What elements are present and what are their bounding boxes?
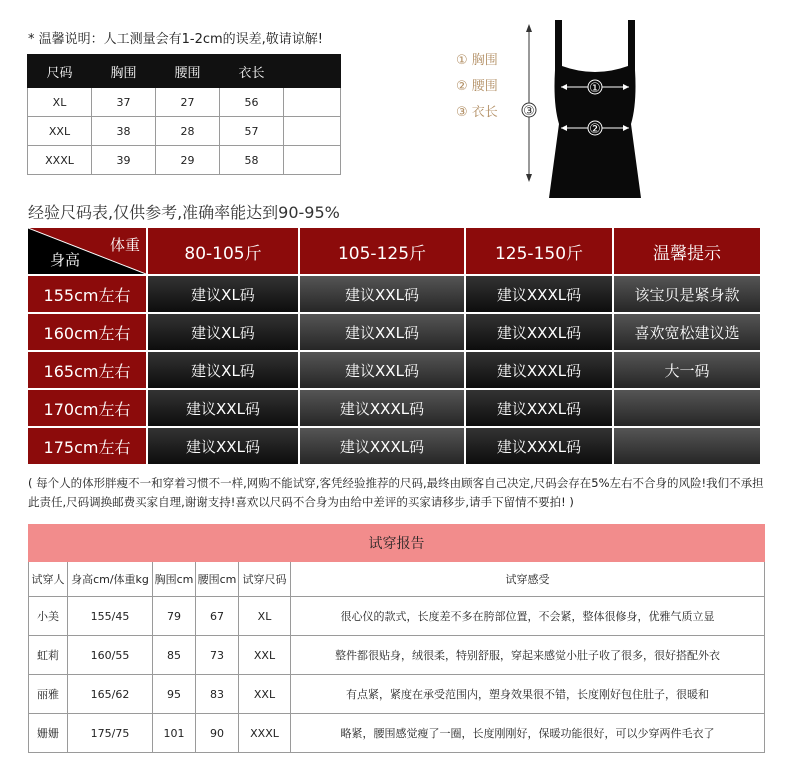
- size-cell: 29: [156, 146, 220, 175]
- height-row-header: 170cm左右: [28, 390, 148, 428]
- size-cell: [284, 117, 341, 146]
- size-table-row: [28, 88, 341, 117]
- size-suggestion: 建议XXXL码: [466, 390, 614, 428]
- report-feedback: 很心仪的款式，长度差不多在胯部位置，不会紧，整体很修身，优雅气质立显: [291, 597, 765, 636]
- weight-column-header: 80-105斤: [148, 228, 300, 276]
- size-header-cell: 胸围: [92, 55, 156, 88]
- size-header-cell: 腰围: [156, 55, 220, 88]
- corner-weight-label: 体重: [109, 236, 140, 254]
- report-header-row: [29, 562, 765, 597]
- report-cell: 虹莉: [29, 636, 68, 675]
- measurement-legend: [456, 48, 498, 126]
- size-cell: 58: [220, 146, 284, 175]
- report-header-cell: 腰围cm: [196, 562, 239, 597]
- report-cell: 79: [153, 597, 196, 636]
- size-table-row: [28, 117, 341, 146]
- legend-length: ③ 衣长: [456, 105, 498, 120]
- size-table: [27, 54, 341, 175]
- experience-row: [28, 352, 760, 390]
- size-suggestion: 建议XXL码: [300, 314, 466, 352]
- report-feedback: 整件都很贴身，绒很柔，特别舒服，穿起来感觉小肚子收了很多，很好搭配外衣: [291, 636, 765, 675]
- experience-row: [28, 276, 760, 314]
- weight-column-header: 125-150斤: [466, 228, 614, 276]
- size-table-row: [28, 146, 341, 175]
- report-cell: 73: [196, 636, 239, 675]
- tip-cell: 喜欢宽松建议选: [614, 314, 760, 352]
- height-row-header: 160cm左右: [28, 314, 148, 352]
- weight-column-header: 105-125斤: [300, 228, 466, 276]
- garment-silhouette-icon: [549, 20, 641, 198]
- report-title: 试穿报告: [29, 525, 765, 562]
- size-suggestion: 建议XXXL码: [466, 352, 614, 390]
- experience-header-row: [28, 228, 760, 276]
- disclaimer-text: ( 每个人的体形胖瘦不一和穿着习惯不一样,网购不能试穿,客凭经验推荐的尺码,最终由顾客自己决定,尺码会存在5%左右不合身的风险!我们不承担此责任,尺码调换邮费买家自理,谢谢支持!喜欢以尺码不合身为由给中差评的买家请移步,请手下留情不要拍! ): [28, 476, 764, 509]
- report-cell: 175/75: [68, 714, 153, 753]
- height-row-header: 175cm左右: [28, 428, 148, 466]
- size-cell: 37: [92, 88, 156, 117]
- waist-marker: ②: [589, 122, 601, 137]
- size-suggestion: 建议XXXL码: [466, 276, 614, 314]
- size-cell: 56: [220, 88, 284, 117]
- size-table-header: [28, 55, 341, 88]
- tip-column-header: 温馨提示: [614, 228, 760, 276]
- size-suggestion: 建议XXL码: [300, 276, 466, 314]
- size-suggestion: 建议XXXL码: [466, 428, 614, 466]
- height-row-header: 165cm左右: [28, 352, 148, 390]
- size-cell: XXL: [28, 117, 92, 146]
- size-cell: 28: [156, 117, 220, 146]
- report-cell: XXL: [239, 636, 291, 675]
- size-note: * 温馨说明：人工测量会有1-2cm的误差,敬请谅解!: [28, 32, 324, 47]
- legend-chest: ① 胸围: [456, 53, 498, 68]
- report-cell: 160/55: [68, 636, 153, 675]
- size-suggestion: 建议XXXL码: [466, 314, 614, 352]
- size-cell: 27: [156, 88, 220, 117]
- report-cell: 155/45: [68, 597, 153, 636]
- report-cell: 姗姗: [29, 714, 68, 753]
- tank-top-diagram: [515, 14, 675, 204]
- report-cell: 小美: [29, 597, 68, 636]
- report-cell: XXXL: [239, 714, 291, 753]
- report-cell: XL: [239, 597, 291, 636]
- report-header-cell: 胸围cm: [153, 562, 196, 597]
- tip-cell: 该宝贝是紧身款: [614, 276, 760, 314]
- experience-table: [28, 228, 760, 466]
- size-cell: [284, 88, 341, 117]
- chest-marker: ①: [589, 81, 601, 96]
- height-row-header: 155cm左右: [28, 276, 148, 314]
- legend-waist: ② 腰围: [456, 79, 498, 94]
- report-cell: 83: [196, 675, 239, 714]
- report-cell: 101: [153, 714, 196, 753]
- length-marker: ③: [523, 104, 535, 119]
- report-cell: 85: [153, 636, 196, 675]
- report-header-cell: 试穿感受: [291, 562, 765, 597]
- experience-row: [28, 390, 760, 428]
- size-suggestion: 建议XL码: [148, 314, 300, 352]
- report-cell: 165/62: [68, 675, 153, 714]
- size-suggestion: 建议XXXL码: [300, 390, 466, 428]
- report-cell: 丽雅: [29, 675, 68, 714]
- report-row: [29, 675, 765, 714]
- report-row: [29, 636, 765, 675]
- size-cell: 39: [92, 146, 156, 175]
- size-header-cell: 衣长: [220, 55, 284, 88]
- report-header-cell: 身高cm/体重kg: [68, 562, 153, 597]
- report-header-cell: 试穿人: [29, 562, 68, 597]
- size-suggestion: 建议XXL码: [300, 352, 466, 390]
- corner-cell: [28, 228, 148, 276]
- size-cell: 38: [92, 117, 156, 146]
- size-suggestion: 建议XL码: [148, 276, 300, 314]
- report-header-cell: 试穿尺码: [239, 562, 291, 597]
- report-cell: XXL: [239, 675, 291, 714]
- size-suggestion: 建议XXXL码: [300, 428, 466, 466]
- report-feedback: 有点紧，紧度在承受范围内，塑身效果很不错，长度刚好包住肚子，很暖和: [291, 675, 765, 714]
- report-feedback: 略紧，腰围感觉瘦了一圈，长度刚刚好，保暖功能很好，可以少穿两件毛衣了: [291, 714, 765, 753]
- size-suggestion: 建议XXL码: [148, 390, 300, 428]
- experience-title: 经验尺码表,仅供参考,准确率能达到90-95%: [28, 203, 340, 222]
- experience-row: [28, 428, 760, 466]
- report-cell: 90: [196, 714, 239, 753]
- size-cell: XXXL: [28, 146, 92, 175]
- tip-cell: [614, 428, 760, 466]
- size-header-cell: [284, 55, 341, 88]
- size-cell: XL: [28, 88, 92, 117]
- experience-row: [28, 314, 760, 352]
- size-cell: 57: [220, 117, 284, 146]
- corner-height-label: 身高: [50, 251, 81, 269]
- tip-cell: 大一码: [614, 352, 760, 390]
- size-suggestion: 建议XL码: [148, 352, 300, 390]
- try-on-report-table: [28, 524, 765, 753]
- report-cell: 95: [153, 675, 196, 714]
- size-header-cell: 尺码: [28, 55, 92, 88]
- report-row: [29, 714, 765, 753]
- size-suggestion: 建议XXL码: [148, 428, 300, 466]
- report-row: [29, 597, 765, 636]
- tip-cell: [614, 390, 760, 428]
- size-cell: [284, 146, 341, 175]
- report-cell: 67: [196, 597, 239, 636]
